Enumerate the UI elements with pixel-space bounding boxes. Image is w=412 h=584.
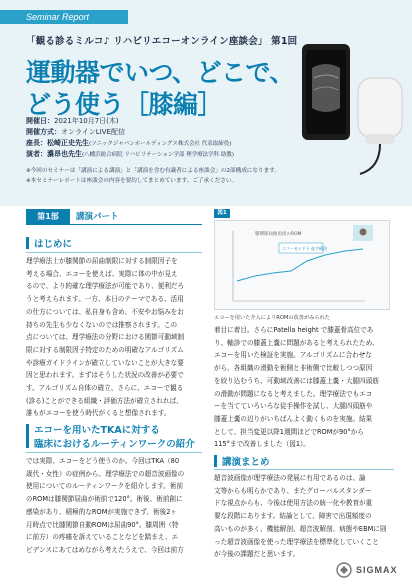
routine-heading-line-1: エコーを用いたTKAに対する [34,425,160,436]
heading-rule [214,469,394,470]
figure-caption: エコーを用いた介入によりROMの改善がみられた [214,315,330,321]
meta-chair: 座長：松崎正史先生(ソニックジャパンホールディングス株式会社 代表取締役) [26,139,232,147]
routine-body: では実際、エコーをどう使うのか。今回はTKA（80 歳代・女性）の症例から、理学療法での超音波画像の 使用についてのルーティンワークを紹介します。術前 のROMは膝関節屈曲が術前で120°。術後、術前創に 感染があり、積極的なROMが実施できず、術後2ヶ 月時点で比膝関節自動ROMは屈曲90°。膝周囲（特 に前方）の疼痛を訴えていることなどを踏まえ、エ ビデンスにあてはめながら考えたうえで、今回は前方 [26,457,185,554]
page-title-line-2: どう使う［膝編］ [26,90,223,119]
heading-marker [26,237,29,249]
page-title-line-1: 運動器でいつ、どこで、 [26,58,295,87]
seminar-subtitle: 「観る診るミルコ♪ リハビリエコーオンライン座談会」 第1回 [26,36,298,47]
summary-body: 超音波画像が理学療法の発展に有用であるのは、論 文等からも明らかであり、またグローバルスタンダー ドな視点からも、今後は使用方法の統一化や教育が重 要な段階にあります。結論として、障害で出現頻度の 高いものが多く、機能解剖、超音波解剖、病態やEBMに則 った超音波画像を使った理学療法を標準化していくこと が今後の課題だと思います。 [214,474,387,559]
section-label: 講演パート [76,212,119,222]
heading-rule [26,452,202,453]
summary-heading: 講演まとめ [222,457,270,468]
figure-1 [214,220,390,310]
intro-heading: はじめに [34,239,73,250]
chart-annotation: エコーガイド下 徒手療法 [282,246,328,251]
heading-rule [26,252,202,253]
rom-chart [215,221,391,311]
meta-speaker: 演者：濃昂也先生(八幡浜総合病院 リハビリテーション学部 理学療法学科 助教) [26,150,235,158]
meta-date: 開催日：2021年10月7日(木) [26,117,119,125]
section-number: 第1部 [26,209,70,225]
speaker-avatar [360,229,367,236]
routine-heading-line-2: 臨床におけるルーティンワークの紹介 [34,439,195,450]
section-header [26,209,202,225]
ultrasound-device-illustration [300,38,412,178]
intro-body: 理学療法士が膝関節の屈曲制限に対する制限因子を 考える場合、エコーを使えば、実際に体の中が見え るので、より的確な理学療法が可能であり、便利だろ うと考えられます。一方、本日のテーマである、活用 の仕方については、私自身も含め、不安やお悩みをお 持ちの先生も少なくないのでは推察されます。この 点については、理学療法の分野における関節可動域制 限に対する制限因子特定のための明確なアルゴリズム や診療ガイドラインが確立していないことが大きな要 因と思われます。まずはそうした状況の改善が必要で す。アルゴリズム自体の確立、さらに、エコーで観る (診る)ことができる組織・評価方法が確立されれば、 誰もがエコーを使う時代がくると想像されます。 [26,257,185,418]
figure-tag: 図1 [214,209,230,218]
note-1: ※今回のセミナーは「講演による講演」と「講演を含む有識者による座談会」の2部構成になります。 [26,168,280,174]
meta-format: 開催方式：オンラインLIVE配信 [26,128,125,136]
rom-series-line [237,249,363,281]
report-tag: Seminar Report [0,10,128,24]
note-2: ※本セミナーレポートは座談会の内容を要約してまとめています。ご了承ください。 [26,178,238,184]
brand-name: SIGMAX [356,565,398,575]
chart-title: 膝関節屈曲角度のROM [255,232,302,237]
heading-marker [26,424,29,448]
heading-marker [214,455,217,467]
right-column-body: 着目に着目。さらにPatella height で膝蓋骨高位であ り、軸診での膝蓋上嚢に問題があると考えられたため、 エコーを用いた検証を実施。アルゴリズムに合わせな がら、各組織の滑動を術側と非術側で比較しつつ原因 を絞り込むうち、可動域改善には膝蓋上嚢・大腿四頭筋 の滑動が問題になると考えました。理学療法でもエコ ーを当てていろいろな徒手操作を試し、大腿四頭筋や 膝蓋上嚢の辺りがいちばんよく動くものを実施。結果 として、担当変更以降1週間ほどでROMが90°から 115°まで改善しました（図1）。 [214,326,379,449]
